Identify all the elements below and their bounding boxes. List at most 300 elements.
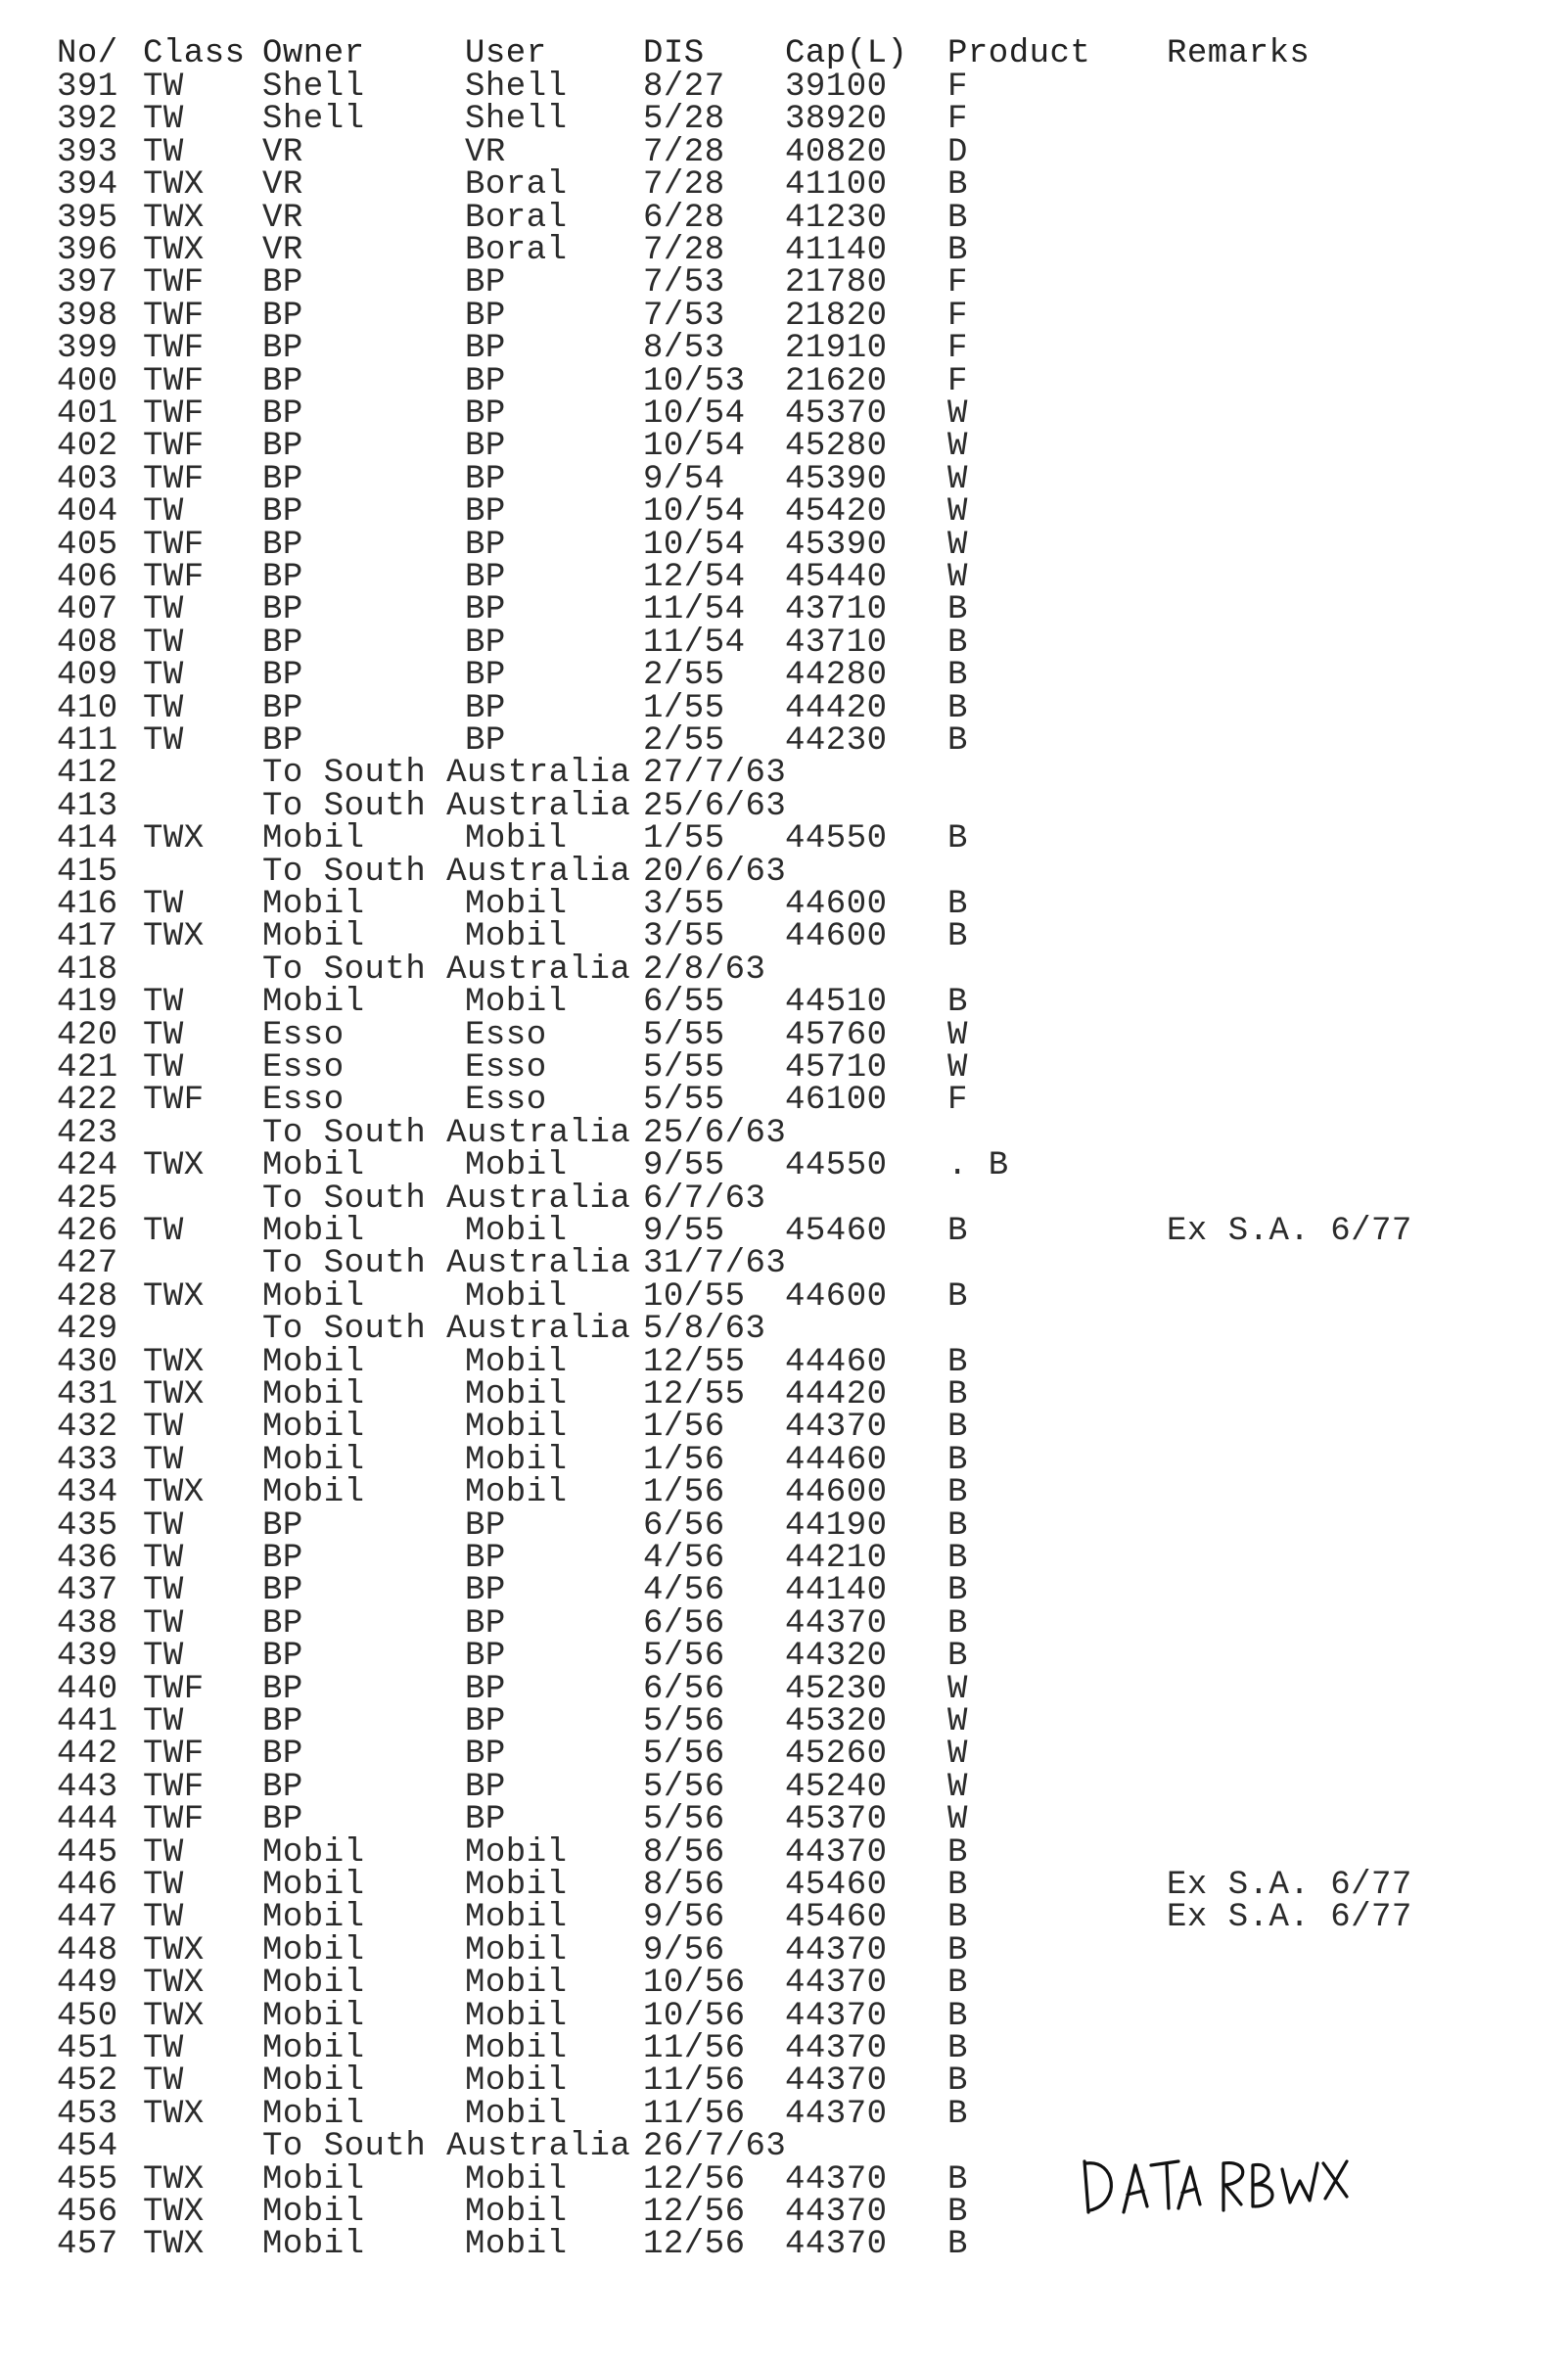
row-no: 448 — [57, 1931, 118, 1969]
table-row — [0, 853, 1568, 891]
row-dis: 3/55 — [643, 918, 725, 956]
row-remarks: Ex S.A. 6/77 — [1167, 1213, 1412, 1250]
row-product: B — [947, 1572, 968, 1610]
row-product: W — [947, 559, 968, 596]
row-class: TWX — [143, 1474, 205, 1512]
row-product: B — [947, 2194, 968, 2231]
table-row — [0, 1801, 1568, 1839]
row-no: 399 — [57, 330, 118, 368]
row-owner: BP — [262, 1801, 303, 1839]
row-class: TW — [143, 1540, 184, 1577]
row-no: 449 — [57, 1965, 118, 2003]
row-product: B — [947, 1409, 968, 1447]
row-cap: 46100 — [785, 1082, 888, 1120]
row-owner: BP — [262, 460, 303, 498]
row-cap: 44460 — [785, 1343, 888, 1381]
row-cap: 44510 — [785, 984, 888, 1022]
row-user: Mobil — [465, 1931, 568, 1969]
handwritten-note-data-rbwx — [1077, 2142, 1370, 2220]
row-cap: 45260 — [785, 1736, 888, 1774]
row-no: 413 — [57, 787, 118, 825]
table-row — [0, 950, 1568, 989]
row-user: BP — [465, 264, 506, 302]
row-owner: BP — [262, 657, 303, 695]
row-class: TW — [143, 1441, 184, 1479]
row-class: TWF — [143, 330, 205, 368]
row-dis: 7/28 — [643, 133, 725, 171]
row-product: B — [947, 2160, 968, 2199]
row-owner: BP — [262, 689, 303, 727]
table-row — [0, 888, 1568, 921]
row-remarks: Ex S.A. 6/77 — [1167, 1899, 1412, 1937]
row-cap: 44190 — [785, 1506, 888, 1545]
row-user: BP — [465, 1638, 506, 1676]
row-cap: 45390 — [785, 526, 888, 564]
row-no: 435 — [57, 1506, 118, 1545]
row-cap: 45420 — [785, 493, 888, 532]
row-owner: Mobil — [262, 2194, 365, 2231]
row-transfer-date: 31/7/63 — [643, 1245, 787, 1283]
row-no: 397 — [57, 264, 118, 302]
row-no: 424 — [57, 1147, 118, 1185]
row-class: TWF — [143, 297, 205, 335]
row-cap: 44420 — [785, 689, 888, 727]
row-owner: Mobil — [262, 2160, 365, 2199]
row-dis: 11/56 — [643, 2062, 746, 2101]
row-cap: 44210 — [785, 1540, 888, 1577]
row-no: 430 — [57, 1343, 118, 1381]
row-product: B — [947, 1213, 968, 1250]
row-user: Mobil — [465, 1213, 568, 1250]
row-owner: BP — [262, 264, 303, 302]
row-class: TWF — [143, 1082, 205, 1120]
table-row — [0, 297, 1568, 335]
table-row — [0, 1931, 1568, 1969]
row-owner: BP — [262, 1506, 303, 1545]
row-dis: 2/55 — [643, 657, 725, 695]
row-transfer-note: To South Australia — [262, 1245, 631, 1283]
row-product: W — [947, 493, 968, 532]
row-class: TWX — [143, 1965, 205, 2003]
table-row — [0, 1542, 1568, 1575]
row-user: Esso — [465, 1016, 547, 1054]
row-user: Mobil — [465, 1474, 568, 1512]
table-row — [0, 362, 1568, 400]
table-row — [0, 2062, 1568, 2101]
row-class: TWF — [143, 1670, 205, 1708]
row-product: B — [947, 984, 968, 1022]
row-class: TWX — [143, 232, 205, 269]
row-no: 420 — [57, 1016, 118, 1054]
row-user: BP — [465, 1703, 506, 1740]
row-class: TW — [143, 2062, 184, 2101]
row-class: TW — [143, 1409, 184, 1447]
row-owner: Mobil — [262, 1965, 365, 2003]
table-row — [0, 460, 1568, 498]
table-row — [0, 626, 1568, 660]
row-dis: 11/54 — [643, 591, 746, 629]
row-owner: BP — [262, 1638, 303, 1676]
row-cap: 44370 — [785, 1965, 888, 2003]
table-row — [0, 724, 1568, 758]
row-owner: BP — [262, 330, 303, 368]
row-user: BP — [465, 689, 506, 727]
row-user: BP — [465, 591, 506, 629]
table-row — [0, 1311, 1568, 1349]
row-transfer-date: 26/7/63 — [643, 2128, 787, 2166]
row-owner: Mobil — [262, 1147, 365, 1185]
row-user: Mobil — [465, 2030, 568, 2067]
row-user: BP — [465, 460, 506, 498]
row-class: TW — [143, 657, 184, 695]
table-row — [0, 822, 1568, 856]
row-no: 410 — [57, 689, 118, 727]
row-owner: Mobil — [262, 1343, 365, 1381]
row-no: 454 — [57, 2128, 118, 2166]
table-row — [0, 1114, 1568, 1152]
table-row — [0, 689, 1568, 727]
row-user: BP — [465, 722, 506, 760]
row-dis: 10/54 — [643, 395, 746, 433]
row-class: TWX — [143, 166, 205, 205]
row-owner: BP — [262, 395, 303, 433]
row-product: B — [947, 1638, 968, 1676]
row-owner: BP — [262, 1768, 303, 1806]
row-no: 441 — [57, 1703, 118, 1740]
row-product: B — [947, 1899, 968, 1937]
row-user: BP — [465, 493, 506, 532]
row-user: Mobil — [465, 1376, 568, 1413]
row-no: 443 — [57, 1768, 118, 1806]
row-dis: 6/56 — [643, 1604, 725, 1643]
row-product: D — [947, 133, 968, 171]
row-user: Mobil — [465, 1997, 568, 2035]
row-user: BP — [465, 330, 506, 368]
row-no: 444 — [57, 1801, 118, 1839]
row-cap: 44280 — [785, 657, 888, 695]
row-dis: 4/56 — [643, 1572, 725, 1610]
row-no: 440 — [57, 1670, 118, 1708]
row-cap: 43710 — [785, 624, 888, 662]
row-dis: 7/28 — [643, 166, 725, 205]
row-product: B — [947, 918, 968, 956]
row-dis: 10/54 — [643, 428, 746, 466]
row-cap: 44370 — [785, 2062, 888, 2101]
row-user: Mobil — [465, 1277, 568, 1316]
row-class: TWX — [143, 2160, 205, 2199]
row-owner: BP — [262, 1703, 303, 1740]
row-user: Esso — [465, 1049, 547, 1087]
row-cap: 38920 — [785, 101, 888, 139]
table-row — [0, 591, 1568, 629]
row-dis: 5/55 — [643, 1016, 725, 1054]
row-owner: Mobil — [262, 2095, 365, 2133]
row-class: TWX — [143, 1277, 205, 1316]
row-cap: 45710 — [785, 1049, 888, 1087]
table-row — [0, 1638, 1568, 1676]
row-class: TW — [143, 69, 184, 106]
row-class: TWX — [143, 1147, 205, 1185]
row-class: TW — [143, 1638, 184, 1676]
row-cap: 41100 — [785, 166, 888, 205]
row-cap: 45240 — [785, 1768, 888, 1806]
row-dis: 8/56 — [643, 1833, 725, 1872]
row-product: B — [947, 1833, 968, 1872]
row-dis: 1/55 — [643, 820, 725, 858]
row-cap: 44370 — [785, 2194, 888, 2231]
row-class: TW — [143, 1049, 184, 1087]
row-owner: Mobil — [262, 1867, 365, 1904]
row-no: 411 — [57, 722, 118, 760]
row-no: 427 — [57, 1245, 118, 1283]
row-class: TWX — [143, 1343, 205, 1381]
row-product: W — [947, 428, 968, 466]
row-product: W — [947, 526, 968, 564]
row-no: 398 — [57, 297, 118, 335]
row-cap: 44600 — [785, 886, 888, 923]
row-cap: 44420 — [785, 1376, 888, 1413]
row-dis: 11/54 — [643, 624, 746, 662]
row-cap: 41140 — [785, 232, 888, 269]
row-dis: 4/56 — [643, 1540, 725, 1577]
row-class: TW — [143, 886, 184, 923]
row-product: B — [947, 886, 968, 923]
row-owner: BP — [262, 1540, 303, 1577]
table-row — [0, 1215, 1568, 1248]
row-owner: VR — [262, 133, 303, 171]
row-class: TW — [143, 1899, 184, 1937]
row-dis: 10/54 — [643, 493, 746, 532]
row-dis: 9/56 — [643, 1899, 725, 1937]
row-cap: 45370 — [785, 395, 888, 433]
row-user: BP — [465, 526, 506, 564]
table-row — [0, 2032, 1568, 2065]
row-cap: 43710 — [785, 591, 888, 629]
row-transfer-note: To South Australia — [262, 1114, 631, 1152]
row-product: B — [947, 166, 968, 205]
table-row — [0, 1705, 1568, 1738]
table-row — [0, 1245, 1568, 1283]
row-class: TW — [143, 689, 184, 727]
row-user: BP — [465, 1736, 506, 1774]
row-transfer-note: To South Australia — [262, 1180, 631, 1218]
row-owner: BP — [262, 526, 303, 564]
row-product: W — [947, 1736, 968, 1774]
row-no: 447 — [57, 1899, 118, 1937]
row-owner: BP — [262, 297, 303, 335]
row-cap: 44370 — [785, 1997, 888, 2035]
row-no: 442 — [57, 1736, 118, 1774]
row-class: TWX — [143, 2226, 205, 2264]
row-class: TW — [143, 1867, 184, 1904]
table-row — [0, 526, 1568, 564]
row-class: TWF — [143, 526, 205, 564]
row-user: VR — [465, 133, 506, 171]
table-row — [0, 1506, 1568, 1545]
row-product: B — [947, 1931, 968, 1969]
row-product: B — [947, 1506, 968, 1545]
row-user: BP — [465, 395, 506, 433]
table-row — [0, 657, 1568, 695]
row-dis: 10/55 — [643, 1277, 746, 1316]
row-user: Mobil — [465, 886, 568, 923]
table-row — [0, 428, 1568, 466]
row-transfer-date: 25/6/63 — [643, 787, 787, 825]
row-no: 452 — [57, 2062, 118, 2101]
row-dis: 6/55 — [643, 984, 725, 1022]
row-product: B — [947, 1867, 968, 1904]
row-user: BP — [465, 1506, 506, 1545]
table-row — [0, 1441, 1568, 1479]
row-product: W — [947, 1049, 968, 1087]
row-no: 439 — [57, 1638, 118, 1676]
row-product: F — [947, 330, 968, 368]
row-product: W — [947, 395, 968, 433]
row-user: Mobil — [465, 918, 568, 956]
row-class: TWF — [143, 428, 205, 466]
row-dis: 12/56 — [643, 2160, 746, 2199]
row-owner: Mobil — [262, 1833, 365, 1872]
row-product: F — [947, 101, 968, 139]
row-cap: 44550 — [785, 1147, 888, 1185]
row-class: TW — [143, 1703, 184, 1740]
row-cap: 45390 — [785, 460, 888, 498]
row-cap: 45460 — [785, 1867, 888, 1904]
row-owner: Shell — [262, 101, 365, 139]
row-class: TW — [143, 1213, 184, 1250]
row-class: TWF — [143, 264, 205, 302]
row-dis: 5/28 — [643, 101, 725, 139]
header-no: No/ — [57, 35, 118, 72]
table-row — [0, 1736, 1568, 1774]
row-owner: Mobil — [262, 1277, 365, 1316]
row-dis: 6/56 — [643, 1670, 725, 1708]
row-class: TW — [143, 624, 184, 662]
row-user: Mobil — [465, 1965, 568, 2003]
row-no: 391 — [57, 69, 118, 106]
row-owner: BP — [262, 624, 303, 662]
row-product: B — [947, 2095, 968, 2133]
row-no: 453 — [57, 2095, 118, 2133]
header-class: Class — [143, 35, 246, 72]
table-row — [0, 1768, 1568, 1806]
row-no: 456 — [57, 2194, 118, 2231]
row-product: B — [947, 2226, 968, 2264]
header-row — [0, 37, 1568, 70]
row-user: Shell — [465, 69, 568, 106]
row-cap: 44370 — [785, 1931, 888, 1969]
row-cap: 44370 — [785, 1833, 888, 1872]
row-product: B — [947, 2062, 968, 2101]
row-user: BP — [465, 657, 506, 695]
row-cap: 44140 — [785, 1572, 888, 1610]
row-dis: 7/53 — [643, 264, 725, 302]
row-no: 445 — [57, 1833, 118, 1872]
row-no: 405 — [57, 526, 118, 564]
row-transfer-date: 20/6/63 — [643, 853, 787, 891]
row-no: 400 — [57, 362, 118, 400]
row-no: 414 — [57, 820, 118, 858]
table-row — [0, 1604, 1568, 1643]
row-class: TW — [143, 1604, 184, 1643]
table-row — [0, 266, 1568, 300]
row-no: 428 — [57, 1277, 118, 1316]
row-product: F — [947, 1082, 968, 1120]
row-owner: BP — [262, 1670, 303, 1708]
row-user: BP — [465, 1670, 506, 1708]
row-owner: VR — [262, 199, 303, 237]
row-user: Mobil — [465, 1409, 568, 1447]
row-owner: BP — [262, 559, 303, 596]
row-remarks: Ex S.A. 6/77 — [1167, 1867, 1412, 1904]
row-user: BP — [465, 1768, 506, 1806]
row-user: BP — [465, 624, 506, 662]
row-product: B — [947, 820, 968, 858]
table-row — [0, 1833, 1568, 1872]
row-dis: 5/56 — [643, 1801, 725, 1839]
row-owner: Mobil — [262, 820, 365, 858]
row-owner: BP — [262, 722, 303, 760]
header-remarks: Remarks — [1167, 35, 1311, 72]
row-cap: 44600 — [785, 918, 888, 956]
row-user: Boral — [465, 166, 568, 205]
row-transfer-date: 2/8/63 — [643, 950, 766, 989]
row-cap: 45370 — [785, 1801, 888, 1839]
row-class: TWX — [143, 2194, 205, 2231]
row-owner: Shell — [262, 69, 365, 106]
row-no: 425 — [57, 1180, 118, 1218]
row-dis: 12/55 — [643, 1376, 746, 1413]
table-row — [0, 1378, 1568, 1412]
row-no: 408 — [57, 624, 118, 662]
row-no: 419 — [57, 984, 118, 1022]
row-no: 451 — [57, 2030, 118, 2067]
row-cap: 44600 — [785, 1474, 888, 1512]
row-product: F — [947, 264, 968, 302]
row-cap: 45460 — [785, 1899, 888, 1937]
row-no: 412 — [57, 755, 118, 793]
header-owner: Owner — [262, 35, 365, 72]
row-product: B — [947, 591, 968, 629]
row-no: 418 — [57, 950, 118, 989]
row-no: 403 — [57, 460, 118, 498]
row-user: Mobil — [465, 1899, 568, 1937]
row-product: B — [947, 199, 968, 237]
row-transfer-date: 5/8/63 — [643, 1311, 766, 1349]
row-user: BP — [465, 362, 506, 400]
table-row — [0, 397, 1568, 431]
table-row — [0, 2226, 1568, 2264]
row-owner: Mobil — [262, 1997, 365, 2035]
row-class: TWX — [143, 199, 205, 237]
row-user: Mobil — [465, 984, 568, 1022]
table-row — [0, 1670, 1568, 1708]
row-cap: 44370 — [785, 2030, 888, 2067]
table-row — [0, 1016, 1568, 1054]
row-owner: Mobil — [262, 918, 365, 956]
row-owner: BP — [262, 1736, 303, 1774]
row-no: 457 — [57, 2226, 118, 2264]
header-cap: Cap(L) — [785, 35, 908, 72]
row-user: Mobil — [465, 1833, 568, 1872]
row-class: TW — [143, 722, 184, 760]
row-product: B — [947, 689, 968, 727]
row-no: 393 — [57, 133, 118, 171]
row-no: 401 — [57, 395, 118, 433]
row-no: 406 — [57, 559, 118, 596]
row-owner: Esso — [262, 1082, 345, 1120]
row-user: Mobil — [465, 1867, 568, 1904]
